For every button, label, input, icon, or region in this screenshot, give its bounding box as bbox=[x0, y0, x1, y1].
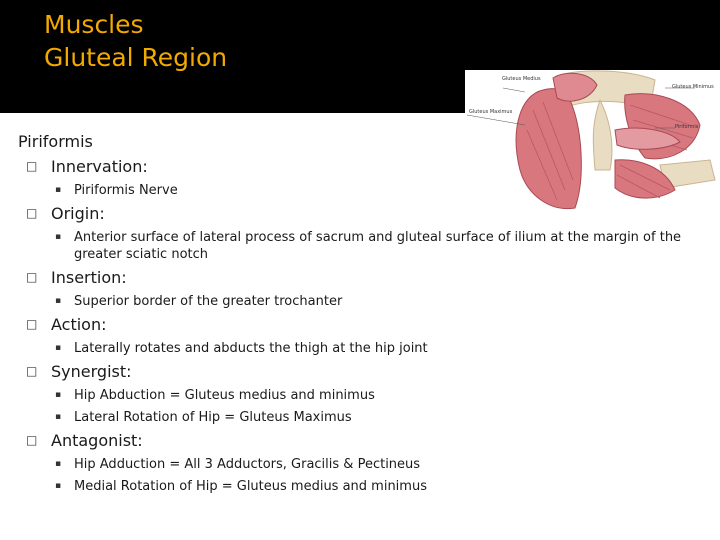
section-innervation bbox=[18, 156, 708, 177]
section-origin bbox=[18, 203, 708, 224]
section-label: Origin: bbox=[51, 204, 105, 223]
list-item-text: Hip Adduction = All 3 Adductors, Gracilis & Pectineus bbox=[74, 457, 421, 472]
sub-bullet-icon: ▪ bbox=[55, 185, 62, 195]
label-gluteus-maximus: Gluteus Maximus bbox=[469, 109, 513, 115]
bullet-icon: □ bbox=[26, 317, 38, 331]
list-item bbox=[18, 182, 708, 199]
section-label: Insertion: bbox=[51, 268, 127, 287]
list-item-text: Hip Abduction = Gluteus medius and minimus bbox=[74, 388, 375, 403]
title-line-2: Gluteal Region bbox=[44, 43, 228, 72]
sub-bullet-icon: ▪ bbox=[55, 459, 62, 469]
sub-bullet-icon: ▪ bbox=[55, 412, 62, 422]
list-item bbox=[18, 456, 708, 473]
section-action bbox=[18, 314, 708, 335]
section-synergist bbox=[18, 361, 708, 382]
list-item-text: Anterior surface of lateral process of sacrum and gluteal surface of ilium at the margin of the greater sciatic notch bbox=[74, 230, 682, 262]
list-item bbox=[18, 478, 708, 495]
list-item bbox=[18, 340, 708, 357]
label-gluteus-medius: Gluteus Medius bbox=[502, 76, 541, 82]
list-item-text: Superior border of the greater trochanter bbox=[74, 294, 343, 309]
sub-bullet-icon: ▪ bbox=[55, 232, 62, 242]
bullet-icon: □ bbox=[26, 270, 38, 284]
bullet-icon: □ bbox=[26, 433, 38, 447]
sub-bullet-icon: ▪ bbox=[55, 390, 62, 400]
slide-body bbox=[18, 131, 708, 495]
bullet-icon: □ bbox=[26, 364, 38, 378]
section-antagonist bbox=[18, 430, 708, 451]
muscle-heading: Piriformis bbox=[18, 132, 93, 151]
label-piriformis: Piriformis bbox=[675, 124, 699, 130]
sub-bullet-icon: ▪ bbox=[55, 343, 62, 353]
section-label: Action: bbox=[51, 315, 107, 334]
bullet-icon: □ bbox=[26, 159, 38, 173]
section-label: Innervation: bbox=[51, 157, 148, 176]
sub-bullet-icon: ▪ bbox=[55, 296, 62, 306]
title-line-1: Muscles bbox=[44, 10, 144, 39]
list-item-text: Lateral Rotation of Hip = Gluteus Maximus bbox=[74, 410, 352, 425]
section-insertion bbox=[18, 267, 708, 288]
section-label: Antagonist: bbox=[51, 431, 143, 450]
label-gluteus-minimus: Gluteus Minimus bbox=[672, 84, 714, 90]
list-item bbox=[18, 387, 708, 404]
section-label: Synergist: bbox=[51, 362, 132, 381]
list-item bbox=[18, 293, 708, 310]
list-item bbox=[18, 229, 708, 263]
list-item bbox=[18, 409, 708, 426]
sub-bullet-icon: ▪ bbox=[55, 481, 62, 491]
list-item-text: Piriformis Nerve bbox=[74, 183, 178, 198]
list-item-text: Laterally rotates and abducts the thigh at the hip joint bbox=[74, 341, 428, 356]
slide-title bbox=[44, 8, 227, 74]
list-item-text: Medial Rotation of Hip = Gluteus medius and minimus bbox=[74, 479, 427, 494]
bullet-icon: □ bbox=[26, 206, 38, 220]
